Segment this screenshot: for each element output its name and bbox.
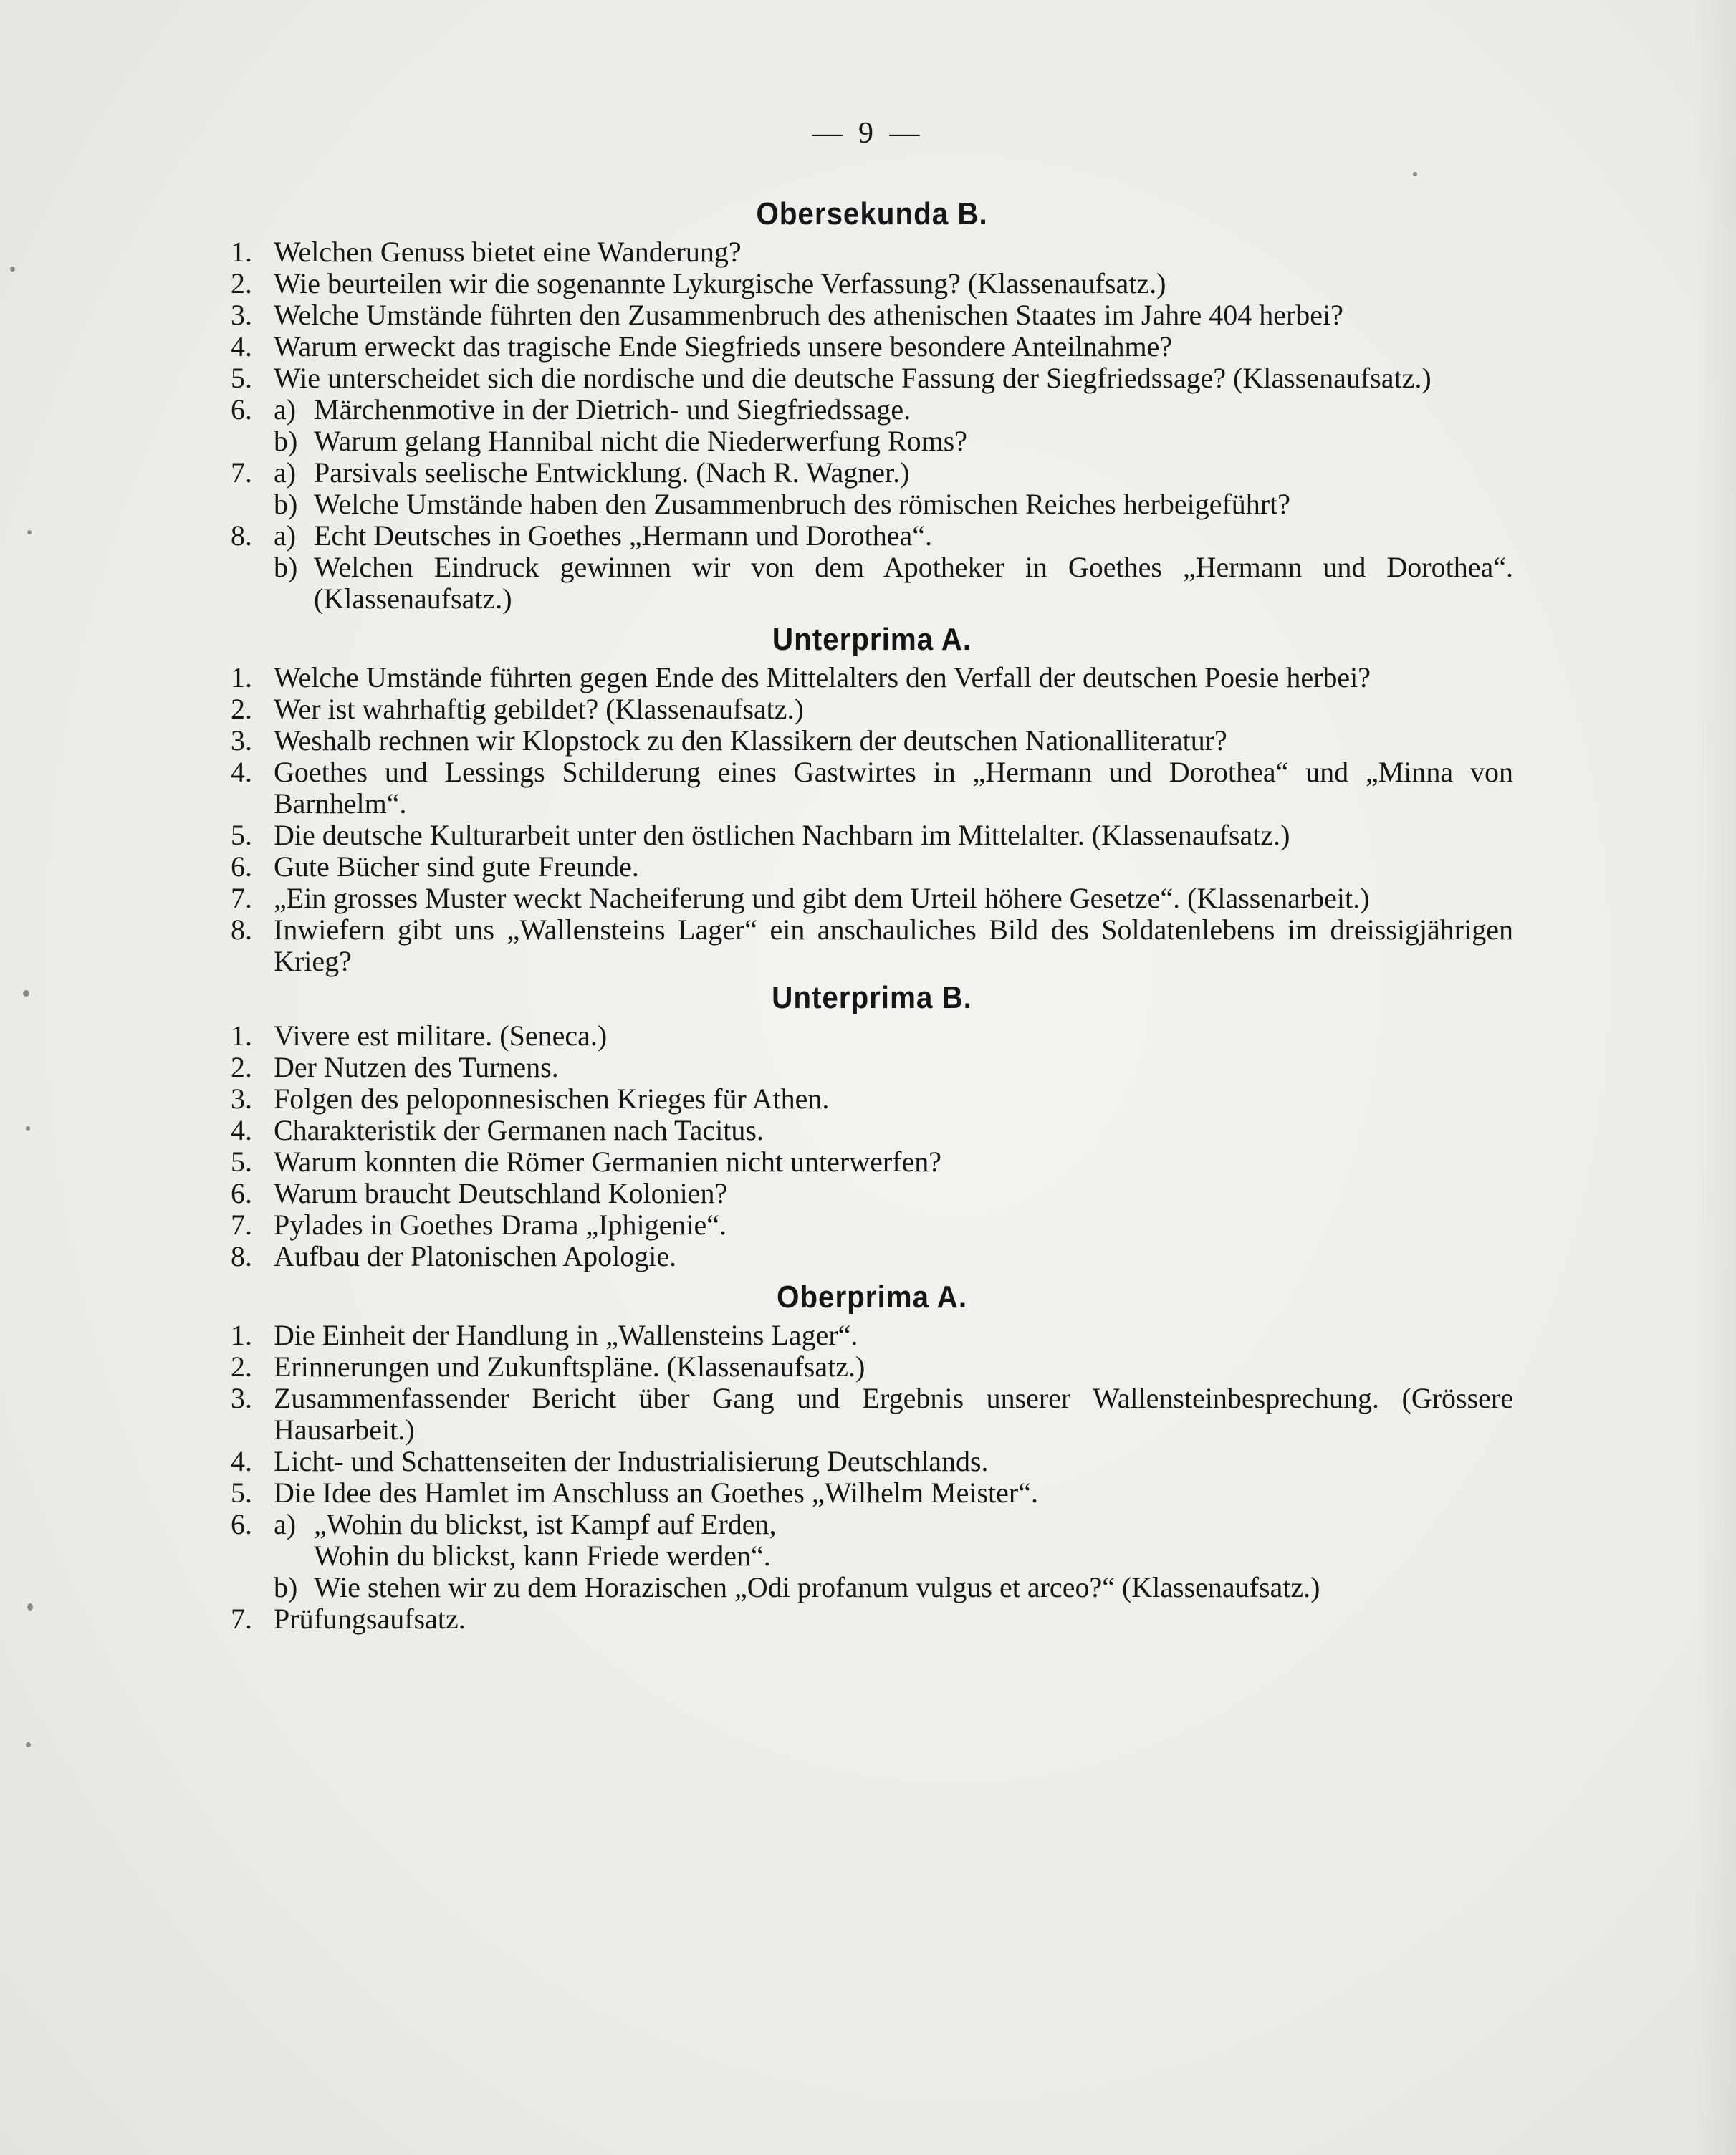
list-item [231, 1020, 1513, 1052]
scan-speck [23, 990, 29, 997]
sub-item-mark: a) [274, 519, 297, 552]
item-number: 2. [231, 1350, 252, 1383]
sub-item-text: Wie stehen wir zu dem Horazischen „Odi profanum vulgus et arceo?“ (Klassenaufsatz.) [314, 1571, 1320, 1603]
page-number: — 9 — [812, 117, 924, 150]
item-number: 5. [231, 1146, 252, 1178]
section-title: Oberprima A. [777, 1280, 967, 1315]
item-number: 4. [231, 756, 252, 788]
item-text: Vivere est militare. (Seneca.) [274, 1019, 608, 1052]
section-unterprima-a [231, 619, 1513, 977]
sub-item [274, 394, 1513, 426]
list-item [231, 1477, 1513, 1509]
sub-item-text: Echt Deutsches in Goethes „Hermann und Dorothea“. [314, 519, 933, 552]
sub-item [274, 1509, 1513, 1572]
section-unterprima-b [231, 977, 1513, 1272]
list-item [231, 1603, 1513, 1635]
item-text: Folgen des peloponnesischen Krieges für Athen. [274, 1083, 830, 1115]
page-content [231, 193, 1513, 1635]
item-text: Warum braucht Deutschland Kolonien? [274, 1177, 728, 1209]
sub-item-text: „Wohin du blickst, ist Kampf auf Erden, [314, 1508, 777, 1540]
list-item [231, 757, 1513, 820]
list-item [231, 883, 1513, 914]
page-edge-shadow [1693, 0, 1736, 2155]
item-text: Licht- und Schattenseiten der Industrialisierung Deutschlands. [274, 1445, 989, 1477]
list-item [231, 820, 1513, 851]
item-number: 6. [231, 1177, 252, 1209]
item-number: 5. [231, 819, 252, 851]
item-text: Warum konnten die Römer Germanien nicht unterwerfen? [274, 1146, 941, 1178]
item-text: Die Einheit der Handlung in „Wallensteins Lager“. [274, 1319, 858, 1351]
item-number: 6. [231, 1508, 252, 1540]
item-number: 8. [231, 1240, 252, 1272]
list-item [231, 1146, 1513, 1178]
list-item [231, 1178, 1513, 1209]
item-text: Welche Umstände führten gegen Ende des Mittelalters den Verfall der deutschen Poesie herbei? [274, 661, 1371, 693]
scan-speck [10, 267, 15, 272]
item-number: 2. [231, 693, 252, 725]
sub-item-mark: b) [274, 425, 298, 457]
list-item [231, 914, 1513, 977]
list-item [231, 1241, 1513, 1272]
item-number: 4. [231, 1114, 252, 1146]
list-item [231, 1383, 1513, 1446]
item-number: 1. [231, 661, 252, 693]
scan-speck [1413, 172, 1417, 176]
sub-item [274, 489, 1513, 520]
section-title: Obersekunda B. [756, 196, 988, 231]
sub-item-mark: a) [274, 456, 297, 489]
list-item [231, 662, 1513, 693]
item-number: 5. [231, 1477, 252, 1509]
section-title: Unterprima A. [772, 622, 972, 657]
list-item [231, 725, 1513, 757]
sub-item-mark: b) [274, 551, 298, 583]
sub-item-text-line2: Wohin du blickst, kann Friede werden“. [314, 1540, 771, 1572]
item-text: Wie unterscheidet sich die nordische und die deutsche Fassung der Siegfriedssage? (Klassenaufsatz.) [274, 362, 1432, 394]
list-item [231, 1351, 1513, 1383]
sub-item [274, 520, 1513, 552]
sub-item-mark: b) [274, 1571, 298, 1603]
sub-item-text: Welchen Eindruck gewinnen wir von dem Apotheker in Goethes „Hermann und Dorothea“. (Klassenaufsatz.) [314, 551, 1513, 615]
sub-item [274, 552, 1513, 615]
item-text: Wie beurteilen wir die sogenannte Lykurgische Verfassung? (Klassenaufsatz.) [274, 267, 1166, 299]
item-number: 7. [231, 882, 252, 914]
sub-item-mark: b) [274, 488, 298, 520]
item-number: 7. [231, 1209, 252, 1241]
sub-item [274, 457, 1513, 489]
list-item [231, 299, 1513, 331]
item-text: „Ein grosses Muster weckt Nacheiferung und gibt dem Urteil höhere Gesetze“. (Klassenarbeit.) [274, 882, 1370, 914]
sub-item [274, 426, 1513, 457]
list-item [231, 457, 1513, 520]
sub-item-mark: a) [274, 393, 297, 426]
sub-item-text: Welche Umstände haben den Zusammenbruch des römischen Reiches herbeigeführt? [314, 488, 1290, 520]
sub-item-text: Parsivals seelische Entwicklung. (Nach R. Wagner.) [314, 456, 910, 489]
item-number: 3. [231, 1083, 252, 1115]
item-text: Der Nutzen des Turnens. [274, 1051, 559, 1083]
item-number: 3. [231, 299, 252, 331]
list-item [231, 1083, 1513, 1115]
section-oberprima-a [231, 1277, 1513, 1635]
item-number: 8. [231, 519, 252, 552]
list-item [231, 1509, 1513, 1603]
item-text: Goethes und Lessings Schilderung eines Gastwirtes in „Hermann und Dorothea“ und „Minna von Barnhelm“. [274, 756, 1513, 820]
topic-list [231, 1320, 1513, 1635]
item-text: Pylades in Goethes Drama „Iphigenie“. [274, 1209, 727, 1241]
list-item [231, 520, 1513, 615]
item-number: 1. [231, 1319, 252, 1351]
item-number: 3. [231, 724, 252, 757]
item-text: Welche Umstände führten den Zusammenbruch des athenischen Staates im Jahre 404 herbei? [274, 299, 1343, 331]
item-number: 6. [231, 393, 252, 426]
list-item [231, 268, 1513, 299]
item-text: Charakteristik der Germanen nach Tacitus. [274, 1114, 764, 1146]
item-number: 5. [231, 362, 252, 394]
list-item [231, 1115, 1513, 1146]
sub-item [274, 1572, 1513, 1603]
list-item [231, 236, 1513, 268]
item-text: Die deutsche Kulturarbeit unter den östlichen Nachbarn im Mittelalter. (Klassenaufsatz.) [274, 819, 1290, 851]
list-item [231, 363, 1513, 394]
item-number: 4. [231, 330, 252, 363]
section-obersekunda-b [231, 193, 1513, 615]
scan-speck [26, 1126, 30, 1131]
item-text: Prüfungsaufsatz. [274, 1603, 466, 1635]
item-text: Die Idee des Hamlet im Anschluss an Goethes „Wilhelm Meister“. [274, 1477, 1038, 1509]
sub-item-text: Warum gelang Hannibal nicht die Niederwerfung Roms? [314, 425, 968, 457]
list-item [231, 1052, 1513, 1083]
item-number: 2. [231, 1051, 252, 1083]
item-text: Aufbau der Platonischen Apologie. [274, 1240, 677, 1272]
scan-speck [26, 1742, 31, 1747]
item-text: Erinnerungen und Zukunftspläne. (Klassenaufsatz.) [274, 1350, 865, 1383]
item-number: 6. [231, 850, 252, 883]
list-item [231, 1320, 1513, 1351]
item-text: Welchen Genuss bietet eine Wanderung? [274, 236, 742, 268]
scan-speck [27, 530, 32, 534]
item-number: 4. [231, 1445, 252, 1477]
topic-list [231, 236, 1513, 615]
topic-list [231, 662, 1513, 977]
item-number: 3. [231, 1382, 252, 1414]
item-number: 1. [231, 1019, 252, 1052]
section-title: Unterprima B. [772, 980, 972, 1015]
scan-speck [27, 1603, 33, 1611]
list-item [231, 851, 1513, 883]
item-text: Inwiefern gibt uns „Wallensteins Lager“ ein anschauliches Bild des Soldatenlebens im dreissigjährigen Krieg? [274, 913, 1513, 977]
list-item [231, 1209, 1513, 1241]
item-text: Weshalb rechnen wir Klopstock zu den Klassikern der deutschen Nationalliteratur? [274, 724, 1227, 757]
item-text: Warum erweckt das tragische Ende Siegfrieds unsere besondere Anteilnahme? [274, 330, 1173, 363]
list-item [231, 394, 1513, 457]
topic-list [231, 1020, 1513, 1272]
list-item [231, 331, 1513, 363]
item-text: Zusammenfassender Bericht über Gang und Ergebnis unserer Wallensteinbesprechung. (Grössere Hausarbeit.) [274, 1382, 1513, 1446]
item-number: 7. [231, 456, 252, 489]
item-number: 1. [231, 236, 252, 268]
item-text: Wer ist wahrhaftig gebildet? (Klassenaufsatz.) [274, 693, 804, 725]
item-number: 2. [231, 267, 252, 299]
sub-item-text: Märchenmotive in der Dietrich- und Siegfriedssage. [314, 393, 911, 426]
item-number: 8. [231, 913, 252, 946]
list-item [231, 1446, 1513, 1477]
item-text: Gute Bücher sind gute Freunde. [274, 850, 639, 883]
item-number: 7. [231, 1603, 252, 1635]
sub-item-mark: a) [274, 1508, 297, 1540]
list-item [231, 693, 1513, 725]
